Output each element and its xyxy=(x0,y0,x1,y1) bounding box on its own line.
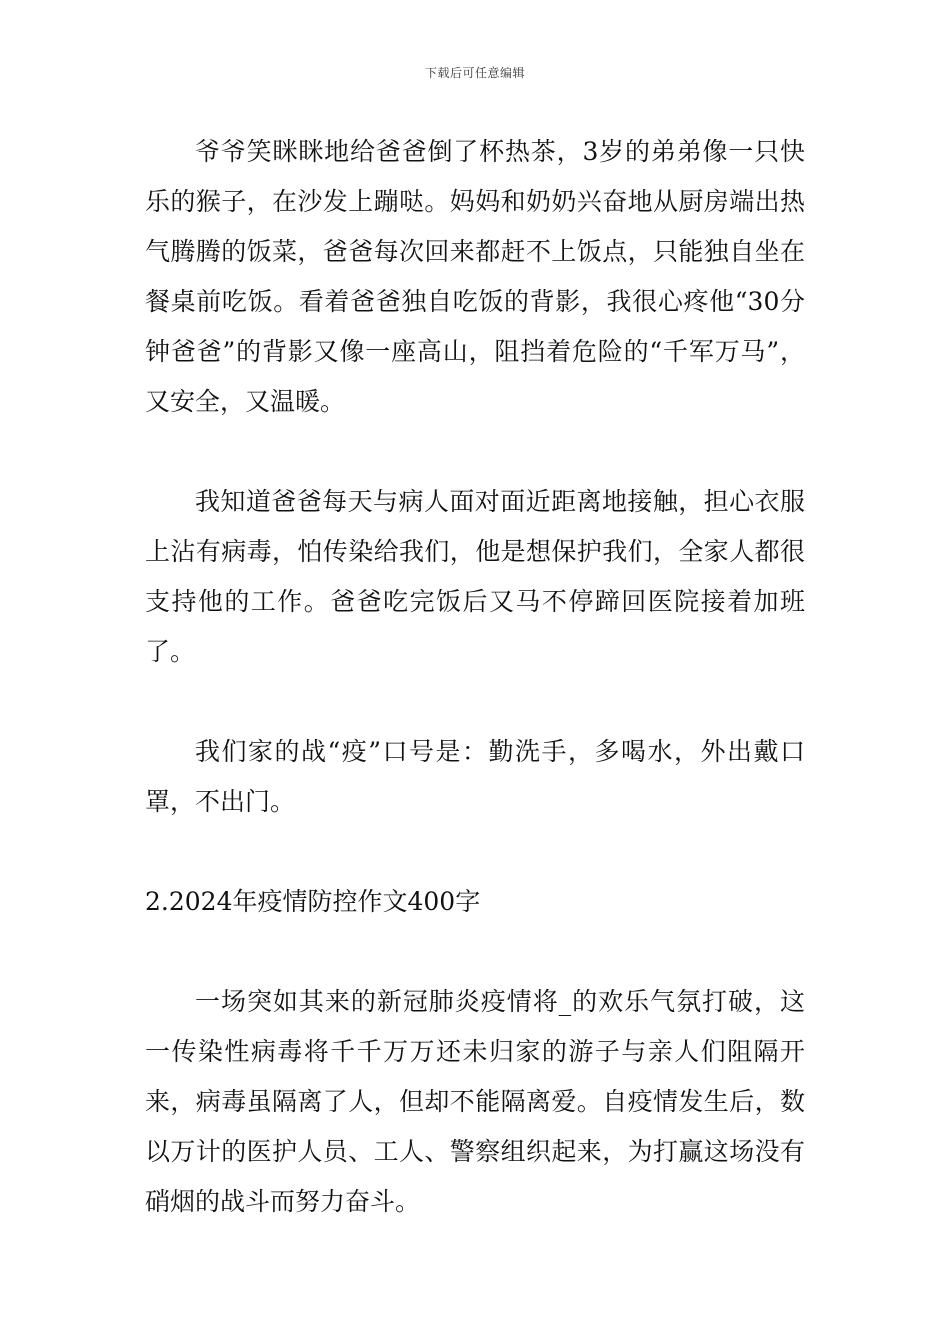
section-heading: 2.2024年疫情防控作文400字 xyxy=(145,887,481,916)
paragraph-spacer xyxy=(145,827,805,877)
document-body xyxy=(145,127,805,1227)
paragraph-spacer xyxy=(145,677,805,727)
paragraph-3: 我们家的战“疫”口号是：勤洗手，多喝水，外出戴口罩，不出门。 xyxy=(145,737,805,816)
page-header: 下载后可任意编辑 xyxy=(424,66,525,80)
paragraph-spacer xyxy=(145,427,805,477)
paragraph-spacer xyxy=(145,927,805,977)
paragraph-1: 爷爷笑眯眯地给爸爸倒了杯热茶，3岁的弟弟像一只快乐的猴子，在沙发上蹦哒。妈妈和奶奶兴奋地从厨房端出热气腾腾的饭菜，爸爸每次回来都赶不上饭点，只能独自坐在餐桌前吃饭。看着爸爸独自吃饭的背影，我很心疼他“30分钟爸爸”的背影又像一座高山，阻挡着危险的“千军万马”，又安全，又温暖。 xyxy=(145,137,805,416)
paragraph-4: 一场突如其来的新冠肺炎疫情将_的欢乐气氛打破，这一传染性病毒将千千万万还未归家的游子与亲人们阻隔开来，病毒虽隔离了人，但却不能隔离爱。自疫情发生后，数以万计的医护人员、工人、警察组织起来，为打赢这场没有硝烟的战斗而努力奋斗。 xyxy=(145,987,805,1216)
paragraph-2: 我知道爸爸每天与病人面对面近距离地接触，担心衣服上沾有病毒，怕传染给我们，他是想保护我们，全家人都很支持他的工作。爸爸吃完饭后又马不停蹄回医院接着加班了。 xyxy=(145,487,805,666)
